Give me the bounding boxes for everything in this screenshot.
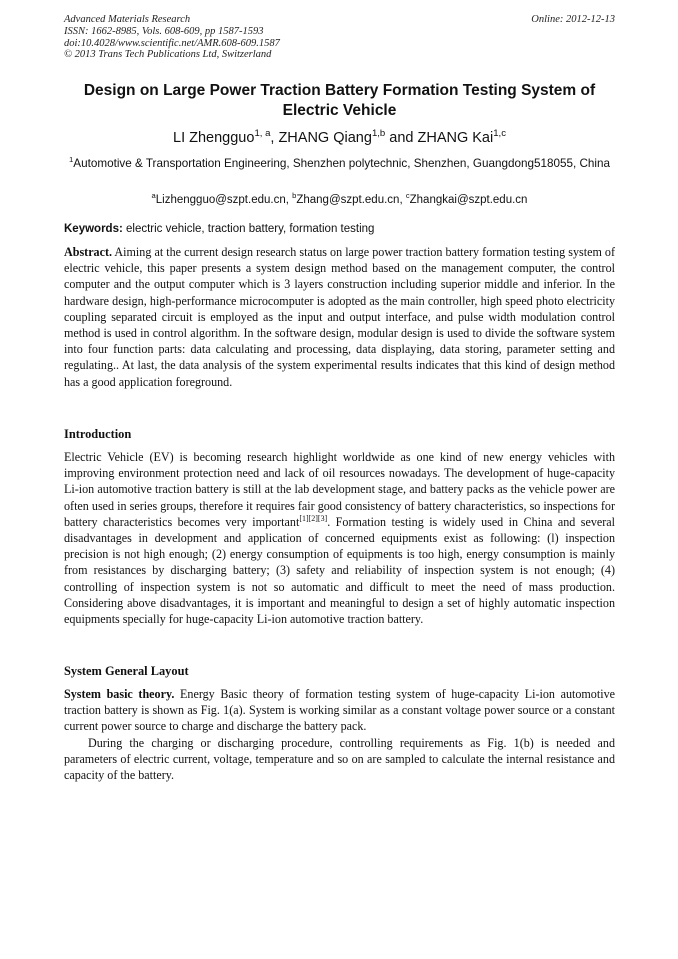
section-heading-introduction: Introduction [64,427,132,441]
journal-header [64,14,615,61]
introduction-paragraph [64,449,615,627]
author-superscript: 1, a [254,128,271,140]
author-separator: , [270,130,279,146]
author-list [64,129,615,147]
affiliation-text: Automotive & Transportation Engineering, Shenzhen polytechnic, Shenzhen, Guangdong518055, China [73,157,610,170]
author-superscript: 1,b [371,128,386,140]
system-basic-theory-paragraph [64,686,615,735]
keywords [64,221,615,237]
introduction-text: . Formation testing is widely used in China and several disadvantages in development and application of concerned equipments exist as following: (l) inspection precision is not high enough; (2) energy consumption of equipments is too high, energy consumption is mainly from resistances by discharging battery; (3) safety and reliability of inspection system is not enough; (4) controlling of inspection system is not so automatic and difficult to meet the need of mass production. Considering above disadvantages, it is important and meaningful to design a set of highly automatic inspection equipments specially for huge-capacity Li-ion automotive traction battery. [64,514,615,627]
citation-reference: [1][2][3] [299,513,328,523]
author-name: LI Zhengguo [173,130,255,146]
email-address: Zhangkai@szpt.edu.cn [409,194,528,206]
abstract-text: Aiming at the current design research status on large power traction battery formation testing system of electric vehicle, this paper presents a system design method based on the management computer, the control computer and the output computer which is 3 layers construction including superior middle and inferior. In the hardware design, high-performance microcomputer is adopted as the main controller, high speed photo electricity coupling separated circuit is employed as the input and output interface, and pulse width modulation control method is used in control algorithm. In the software design, modular design is used to divide the software system into four function parts: data calculating and processing, data displaying, data storing, parameter setting and regulating.. At last, the data analysis of the system experimental results indicates that this kind of design method has a good application foreground. [64,245,615,389]
introduction-text: Electric Vehicle (EV) is becoming research highlight worldwide as one kind of new energy vehicles with improving environment protection need and lack of oil resources nowadays. The development of huge-capacity Li-ion automotive traction battery is still at the lab development stage, and battery packs as the vehicle power are often used in series groups, therefore it requires fair good consistency of battery characteristics, so inspections for battery characteristics becomes very important [64,450,615,529]
paragraph-text: Energy Basic theory of formation testing system of huge-capacity Li-ion automotive traction battery is shown as Fig. 1(a). System is working similar as a constant voltage power source or a constant current power source to charge and discharge the battery pack. [64,687,615,734]
affiliation [62,156,617,173]
copyright-line: © 2013 Trans Tech Publications Ltd, Switzerland [64,49,272,61]
paper-title: Design on Large Power Traction Battery Formation Testing System of Electric Vehicle [83,82,596,119]
issn-line: ISSN: 1662-8985, Vols. 608-609, pp 1587-1593 [64,25,264,37]
journal-name: Advanced Materials Research [64,14,191,25]
charging-procedure-paragraph: During the charging or discharging procedure, controlling requirements as Fig. 1(b) is needed and parameters of electric current, voltage, temperature and so on are sampled to calculate the internal resistance and capacity of the battery. [64,736,615,783]
email-superscript: b [292,191,297,201]
abstract-label: Abstract. [64,245,113,259]
email-superscript: c [405,191,410,201]
doi-line: doi:10.4028/www.scientific.net/AMR.608-609.1587 [64,37,280,49]
author-name: ZHANG Kai [417,130,494,146]
section-heading-system-general-layout: System General Layout [64,664,189,678]
author-emails [64,192,615,208]
abstract-paragraph [64,244,615,390]
keywords-text: electric vehicle, traction battery, formation testing [122,223,375,235]
keywords-label: Keywords: [64,223,123,235]
author-separator: and [385,130,418,146]
email-superscript: a [151,191,156,201]
author-superscript: 1,c [493,128,506,140]
online-date: Online: 2012-12-13 [531,14,615,25]
email-address: Zhang@szpt.edu.cn, [296,194,406,206]
email-address: Lizhengguo@szpt.edu.cn, [155,194,293,206]
subsection-label: System basic theory. [64,687,175,701]
affiliation-superscript: 1 [69,155,74,165]
author-name: ZHANG Qiang [278,130,372,146]
